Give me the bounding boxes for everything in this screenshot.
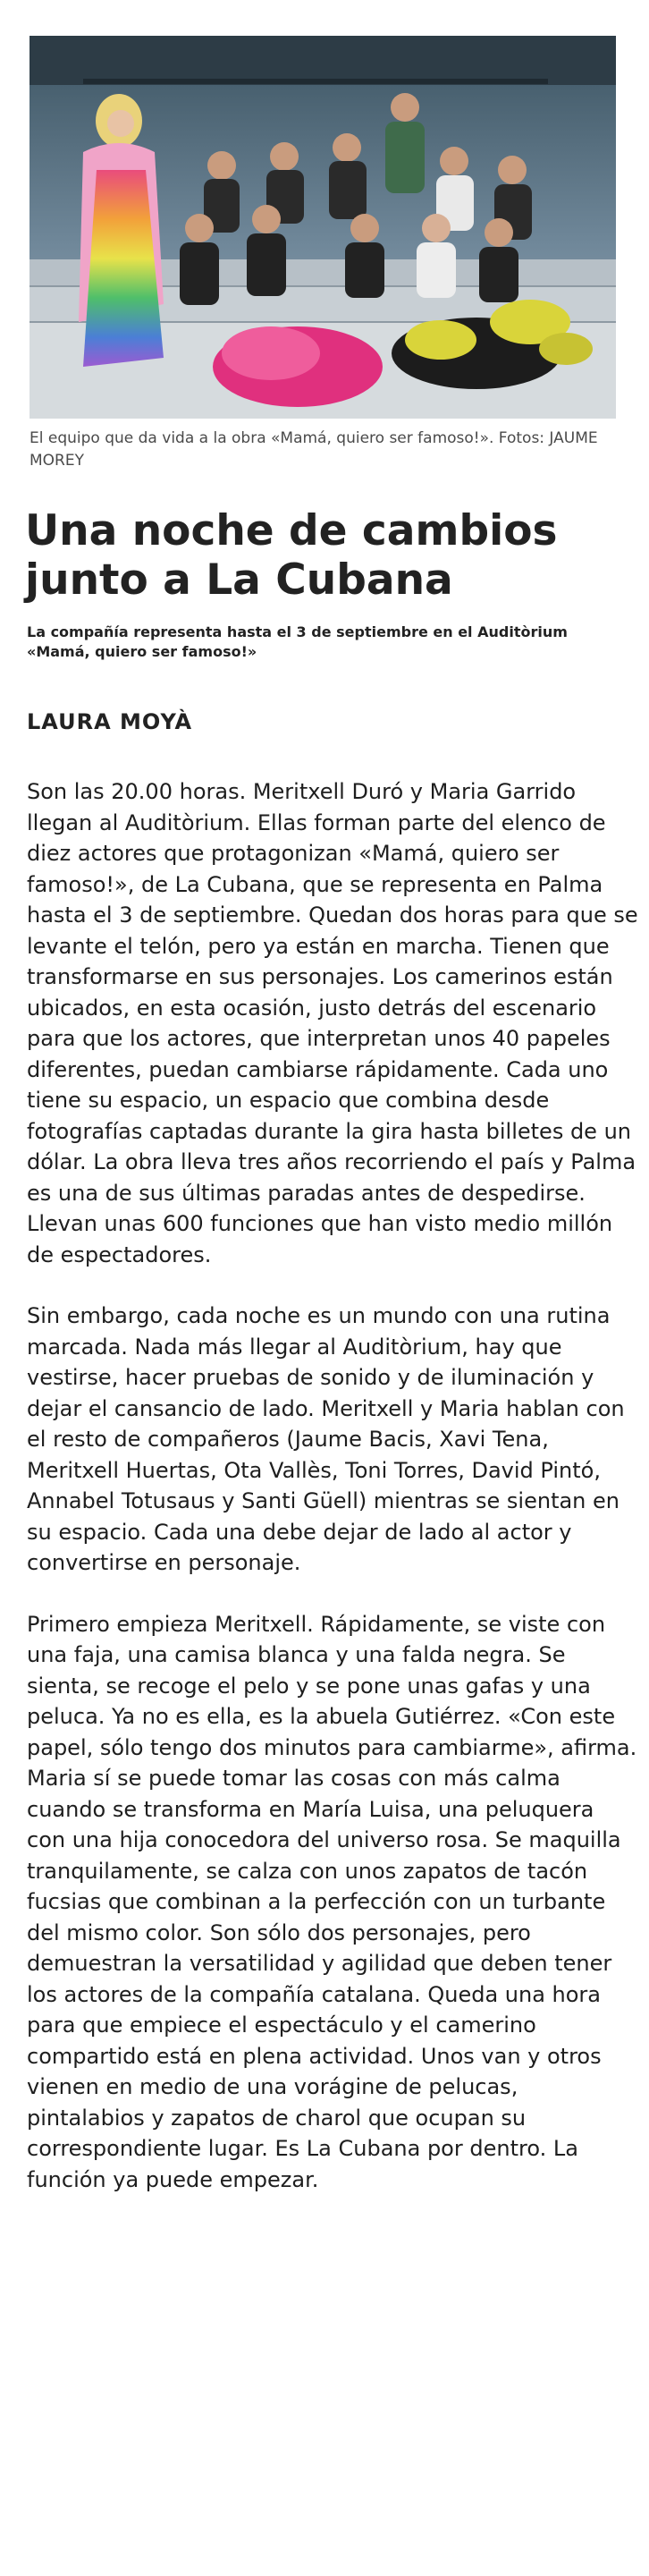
cast-photo-illustration [30,36,616,419]
paragraph: Sin embargo, cada noche es un mundo con una rutina marcada. Nada más llegar al Auditòrium, hay que vestirse, hacer pruebas de sonido y de iluminación y dejar el cansancio de lado. Meritxell y Maria hablan con el resto de compañeros (Jaume Bacis, Xavi Tena, Meritxell Huertas, Ota Vallès, Toni Torres, David Pintó, Annabel Totusaus y Santi Güell) mientras se sientan en su espacio. Cada una debe dejar de lado al actor y convertirse en personaje. [27,1303,625,1575]
paragraph: Son las 20.00 horas. Meritxell Duró y Maria Garrido llegan al Auditòrium. Ellas forman parte del elenco de diez actores que protagonizan «Mamá, quiero ser famoso!», de La Cubana, que se representa en Palma hasta el 3 de septiembre. Quedan dos horas para que se levante el telón, pero ya están en marcha. Tienen que transformarse en sus personajes. Los camerinos están ubicados, en esta ocasión, justo detrás del escenario para que los actores, que interpretan unos 40 papeles diferentes, puedan cambiarse rápidamente. Cada uno tiene su espacio, un espacio que combina desde fotografías captadas durante la gira hasta billetes de un dólar. La obra lleva tres años recorriendo el país y Palma es una de sus últimas paradas antes de despedirse. Llevan unas 600 funciones que han visto medio millón de espectadores. [27,779,638,1267]
paragraph: Primero empieza Meritxell. Rápidamente, se viste con una faja, una camisa blanca y una falda negra. Se sienta, se recoge el pelo y se pone unas gafas y una peluca. Ya no es ella, es la abuela Gutiérrez. «Con este papel, sólo tengo dos minutos para cambiarme», afirma. Maria sí se puede tomar las cosas con más calma cuando se transforma en María Luisa, una peluquera con una hija conocedora del universo rosa. Se maquilla tranquilamente, se calza con unos zapatos de tacón fucsias que combinan a la perfección con un turbante del mismo color. Son sólo dos personajes, pero demuestran la versatilidad y agilidad que deben tener los actores de la compañía catalana. Queda una hora para que empiece el espectáculo y el camerino compartido está en plena actividad. Unos van y otros vienen en medio de una vorágine de pelucas, pintalabios y zapatos de charol que ocupan su correspondiente lugar. Es La Cubana por dentro. La función ya puede empezar. [27,1611,637,2192]
article-body [27,776,638,2225]
subheadline: La compañía representa hasta el 3 de septiembre en el Auditòrium «Mamá, quiero ser famoso!» [27,623,568,660]
cast-photo [30,36,616,419]
headline: Una noche de cambios junto a La Cubana [25,506,558,605]
byline: LAURA MOYÀ [27,709,193,734]
photo-caption: El equipo que da vida a la obra «Mamá, quiero ser famoso!». Fotos: JAUME MOREY [30,429,598,470]
